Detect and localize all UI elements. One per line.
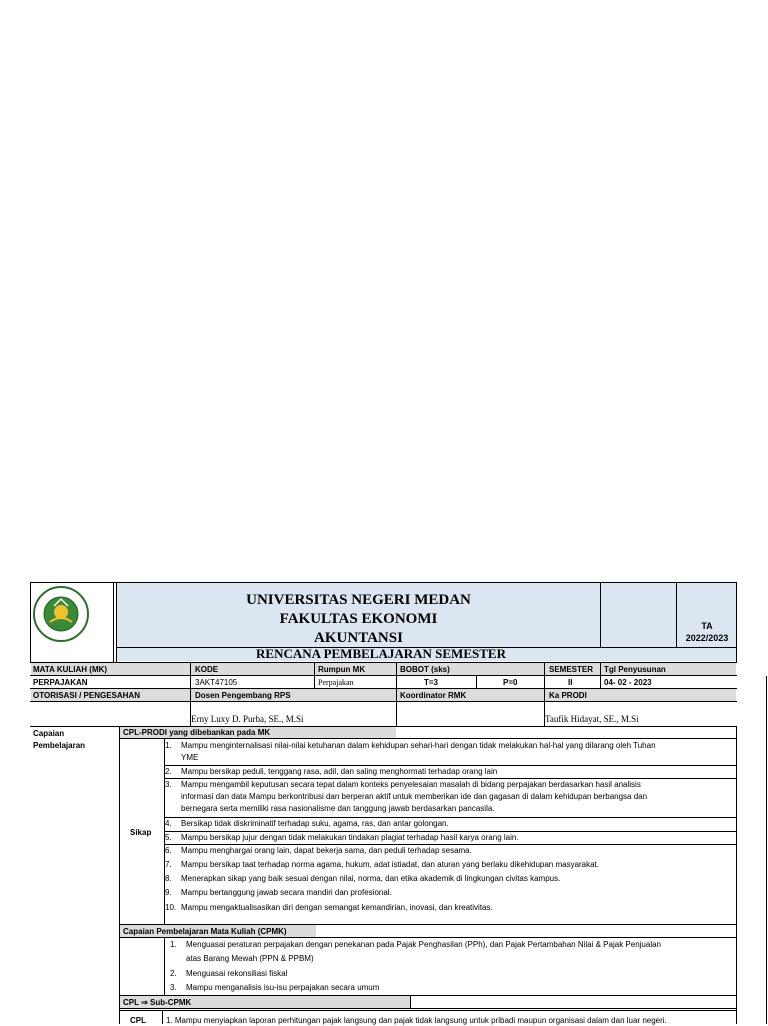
ta-label: TA bbox=[701, 621, 713, 631]
cpl-label: CPL bbox=[130, 1016, 146, 1025]
cpl-prodi-title: CPL-PRODI yang dibebankan pada MK bbox=[123, 728, 271, 737]
tgl-label: Tgl Penyusunan bbox=[604, 665, 666, 674]
semester-label: SEMESTER bbox=[549, 665, 594, 674]
department-name: AKUNTANSI bbox=[314, 630, 403, 646]
semester-value: II bbox=[568, 678, 573, 687]
t-value: T=3 bbox=[424, 678, 439, 687]
list-item: 8. Menerapkan sikap yang baik sesuai dengan nilai, norma, dan etika akademik di lingkungan civitas kampus. bbox=[165, 874, 561, 883]
kaprodi-label: Ka PRODI bbox=[549, 691, 587, 700]
capaian-label-2: Pembelajaran bbox=[33, 741, 86, 750]
mk-label: MATA KULIAH (MK) bbox=[33, 665, 108, 674]
list-item: 3. Mampu menganalisis isu-isu perpajakan secara umum bbox=[170, 983, 380, 992]
list-item: 7. Mampu bersikap taat terhadap norma agama, hukum, adat istiadat, dan aturan yang berlaku dikehidupan masyarakat. bbox=[165, 860, 600, 869]
university-name: UNIVERSITAS NEGERI MEDAN bbox=[246, 592, 471, 608]
cpl-item: 1. Mampu menyiapkan laporan perhitungan pajak langsung dan pajak tidak langsung untuk pribadi maupun organisasi dalam dan luar negeri. bbox=[166, 1016, 667, 1025]
unimed-logo-icon bbox=[32, 584, 90, 644]
doc-title: RENCANA PEMBELAJARAN SEMESTER bbox=[256, 646, 506, 661]
logo bbox=[32, 584, 90, 644]
list-item: 1. Mampu menginternalisasi nilai-nilai ketuhanan dalam kehidupan sehari-hari dengan tidak melakukan hal-hal yang dilarang oleh Tuhan YME bbox=[165, 741, 656, 762]
list-item: 3. Mampu mengambil keputusan secara tepat dalam konteks penyelesaian masalah di bidang perpajakan berdasarkan hasil analisis informasi dan data Mampu berkontribusi dan berperan aktif untuk memberikan ide dan gagasan di dalam kehidupan berbangsa dan bernegara serta memiliki rasa nasionalisme dan tanggung jawab berdasarkan pancasila. bbox=[165, 780, 648, 813]
list-item: 10. Mampu mengaktualisasikan diri dengan semangat kemandirian, inovasi, dan kreativitas. bbox=[165, 903, 493, 912]
list-item: 5. Mampu bersikap jujur dengan tidak melakukan tindakan plagiat terhadap hasil karya orang lain. bbox=[165, 833, 519, 842]
p-value: P=0 bbox=[503, 678, 518, 687]
ta-block bbox=[677, 583, 737, 647]
kode-value: 3AKT47105 bbox=[195, 678, 238, 687]
list-item: 9. Mampu bertanggung jawab secara mandiri dan profesional. bbox=[165, 888, 392, 897]
kaprodi-name: Taufik Hidayat, SE., M.Si bbox=[545, 714, 639, 724]
list-item: 2. Menguasai rekonsiliasi fiskal bbox=[170, 969, 288, 978]
capaian-label-1: Capaian bbox=[33, 729, 65, 738]
rumpun-value: Perpajakan bbox=[318, 678, 354, 687]
rumpun-label: Rumpun MK bbox=[318, 665, 366, 674]
list-item: 2. Mampu bersikap peduli, tenggang rasa, adil, dan saling menghormati terhadap orang lain bbox=[165, 767, 498, 776]
koordinator-label: Koordinator RMK bbox=[400, 691, 467, 700]
bobot-label: BOBOT (sks) bbox=[400, 665, 450, 674]
dosen-name: Erny Luxy D. Purba, SE., M.Si bbox=[191, 714, 304, 724]
header-spacer bbox=[601, 583, 677, 647]
list-item: 4. Bersikap tidak diskriminatif terhadap suku, agama, ras, dan antar golongan. bbox=[165, 819, 449, 828]
list-item: 1. Menguasai peraturan perpajakan dengan penekanan pada Pajak Penghasilan (PPh), dan Pajak Pertambahan Nilai & Pajak Penjualan atas Barang Mewah (PPN & PPBM) bbox=[170, 940, 661, 963]
list-item: 6. Mampu menghargai orang lain, dapat bekerja sama, dan peduli terhadap sesama. bbox=[165, 846, 472, 855]
faculty-name: FAKULTAS EKONOMI bbox=[279, 611, 438, 627]
cpl-sub-title: CPL ⇒ Sub-CPMK bbox=[123, 998, 192, 1007]
sikap-label: Sikap bbox=[130, 828, 152, 837]
kode-label: KODE bbox=[195, 665, 219, 674]
mk-value: PERPAJAKAN bbox=[33, 678, 88, 687]
cpmk-title: Capaian Pembelajaran Mata Kuliah (CPMK) bbox=[123, 927, 287, 936]
doc-title-row bbox=[116, 647, 737, 661]
header-title-block bbox=[116, 583, 601, 647]
otorisasi-label: OTORISASI / PENGESAHAN bbox=[33, 691, 140, 700]
tgl-value: 04- 02 - 2023 bbox=[604, 678, 652, 687]
ta-year: 2022/2023 bbox=[685, 633, 729, 643]
dosen-label: Dosen Pengembang RPS bbox=[195, 691, 291, 700]
